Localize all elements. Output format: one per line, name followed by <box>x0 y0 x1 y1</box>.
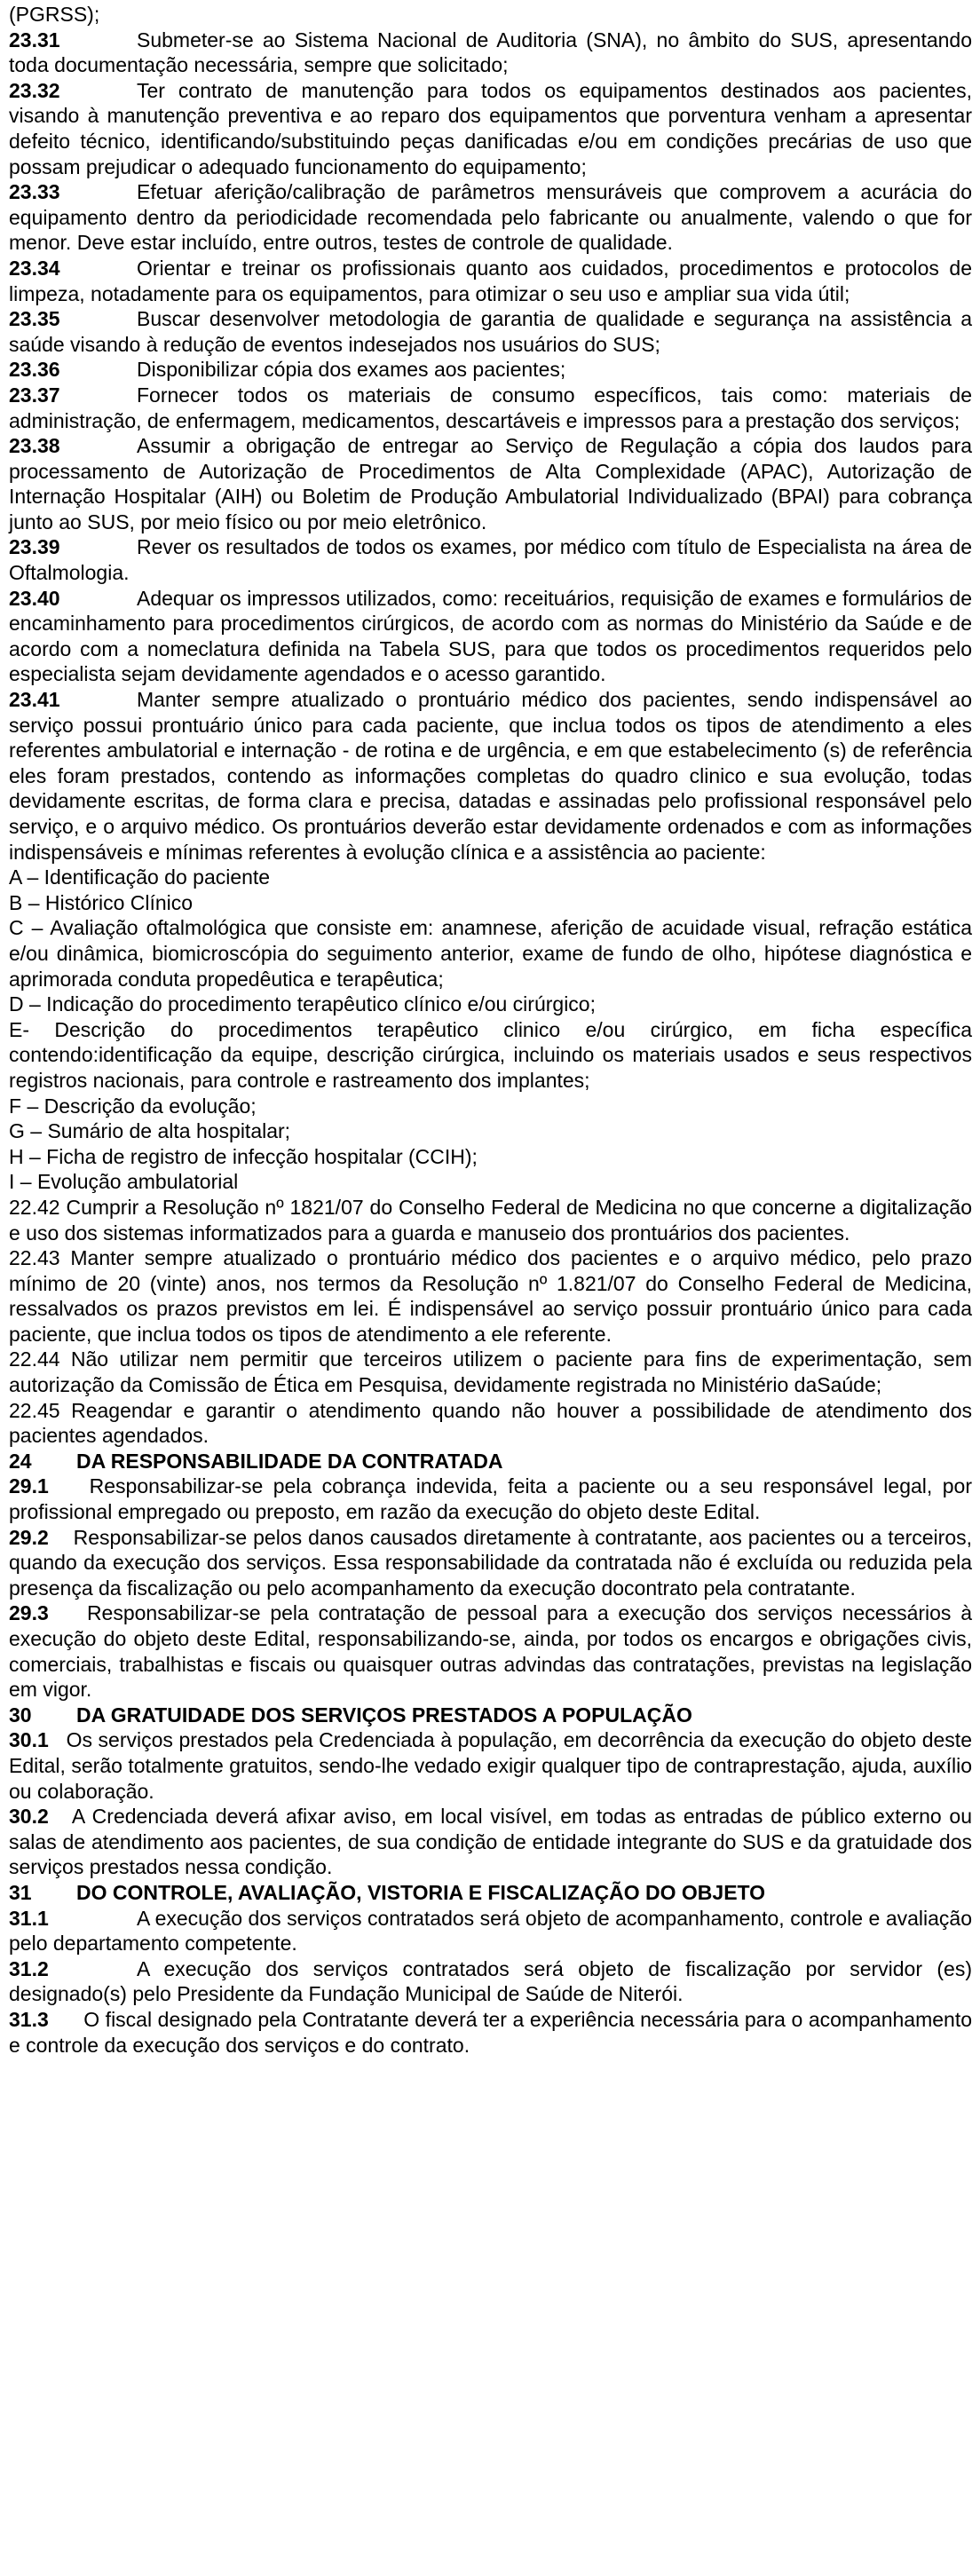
clause-29-2 <box>9 1525 972 1601</box>
clause-number: 23.40 <box>9 586 60 610</box>
list-item-e: E- Descrição do procedimentos terapêutico clinico e/ou cirúrgico, em ficha específica contendo:identificação da equipe, descrição cirúrgica, incluindo os materiais usados e seus respectivos registros nacionais, para controle e rastreamento dos implantes; <box>9 1017 972 1092</box>
list-item-a: A – Identificação do paciente <box>9 865 271 889</box>
clause-31-2 <box>9 1956 972 2007</box>
clause-text: Disponibilizar cópia dos exames aos pacientes; <box>137 358 566 382</box>
clause-text: O fiscal designado pela Contratante deverá ter a experiência necessária para o acompanhamento e controle da execução dos serviços e do contrato. <box>9 2007 972 2057</box>
section-heading-31 <box>9 1880 972 1906</box>
clause-number: 31.3 <box>9 2007 49 2031</box>
section-heading-24 <box>9 1449 972 1474</box>
section-title: DA GRATUIDADE DOS SERVIÇOS PRESTADOS A POPULAÇÃO <box>76 1703 692 1727</box>
clause-22-45: 22.45 Reagendar e garantir o atendimento quando não houver a possibilidade de atendimento dos pacientes agendados. <box>9 1398 972 1448</box>
clause-30-2 <box>9 1804 972 1880</box>
list-item-g: G – Sumário de alta hospitalar; <box>9 1119 291 1143</box>
clause-22-44: 22.44 Não utilizar nem permitir que terceiros utilizem o paciente para fins de experimentação, sem autorização da Comissão de Ética em Pesquisa, devidamente registrada no Ministério daSaúde; <box>9 1347 972 1397</box>
clause-31-3 <box>9 2007 972 2058</box>
clause-23-41 <box>9 687 972 865</box>
clause-22-43: 22.43 Manter sempre atualizado o prontuário médico dos pacientes e o arquivo médico, pelo prazo mínimo de 20 (vinte) anos, nos termos da Resolução nº 1.821/07 do Conselho Federal de Medicina, ressalvados os prazos previstos em lei. É indispensável ao serviço possuir prontuário único para cada paciente, que inclua todos os tipos de atendimento a ele referente. <box>9 1246 972 1346</box>
clause-23-34 <box>9 256 972 306</box>
clause-text: Fornecer todos os materiais de consumo específicos, tais como: materiais de administração, de enfermagem, medicamentos, descartáveis e impressos para a prestação dos serviços; <box>9 383 972 432</box>
clause-number: 31.2 <box>9 1956 49 1980</box>
list-item-f: F – Descrição da evolução; <box>9 1094 257 1118</box>
section-number: 31 <box>9 1880 32 1904</box>
clause-number: 23.34 <box>9 256 60 280</box>
clause-text: Buscar desenvolver metodologia de garantia de qualidade e segurança na assistência a saúde visando à redução de eventos indesejados nos usuários do SUS; <box>9 307 972 356</box>
list-item-d: D – Indicação do procedimento terapêutico clínico e/ou cirúrgico; <box>9 992 596 1016</box>
clause-text: Submeter-se ao Sistema Nacional de Auditoria (SNA), no âmbito do SUS, apresentando toda documentação necessária, sempre que solicitado; <box>9 28 972 77</box>
clause-number: 23.36 <box>9 358 60 382</box>
clause-number: 23.35 <box>9 307 60 331</box>
clause-number: 23.32 <box>9 78 60 102</box>
clause-number: 30.1 <box>9 1728 49 1752</box>
section-title: DO CONTROLE, AVALIAÇÃO, VISTORIA E FISCALIZAÇÃO DO OBJETO <box>76 1880 766 1904</box>
clause-text: A Credenciada deverá afixar aviso, em local visível, em todas as entradas de público externo ou salas de atendimento aos pacientes, de sua condição de entidade integrante do SUS e da gratuidade dos serviços prestados nessa condição. <box>9 1805 973 1879</box>
clause-23-37 <box>9 383 972 433</box>
clause-23-38 <box>9 433 972 534</box>
clause-text: Responsabilizar-se pela contratação de pessoal para a execução dos serviços necessários à execução do objeto deste Edital, responsabilizando-se, ainda, por todos os encargos e obrigações civis, comerciais, trabalhistas e fiscais ou quaisquer outras advindas das contratações, previstas na legislação em vigor. <box>9 1601 972 1702</box>
clause-text: A execução dos serviços contratados será objeto de acompanhamento, controle e avaliação pelo departamento competente. <box>9 1906 972 1956</box>
clause-29-1 <box>9 1474 972 1524</box>
clause-text: Responsabilizar-se pela cobrança indevida, feita a paciente ou a seu responsável legal, por profissional empregado ou preposto, em razão da execução do objeto deste Edital. <box>9 1474 972 1524</box>
clause-text: Orientar e treinar os profissionais quanto aos cuidados, procedimentos e protocolos de limpeza, notadamente para os equipamentos, para otimizar o seu uso e ampliar sua vida útil; <box>9 256 972 305</box>
intro-text: (PGRSS); <box>9 3 100 26</box>
clause-text: Ter contrato de manutenção para todos os equipamentos destinados aos pacientes, visando à manutenção preventiva e ao reparo dos equipamentos que porventura venham a apresentar defeito técnico, identificando/substituindo peças danificadas e/ou em condições precárias de uso que possam prejudicar o adequado funcionamento do equipamento; <box>9 78 972 178</box>
clause-number: 30.2 <box>9 1805 49 1829</box>
clause-23-36 <box>9 357 972 383</box>
clause-29-3 <box>9 1600 972 1702</box>
clause-number: 31.1 <box>9 1906 49 1930</box>
clause-number: 23.31 <box>9 28 60 51</box>
clause-number: 23.39 <box>9 535 60 559</box>
clause-30-1 <box>9 1727 972 1804</box>
clause-23-35 <box>9 306 972 357</box>
clause-text: Adequar os impressos utilizados, como: receituários, requisição de exames e formulários de encaminhamento para procedimentos cirúrgicos, de acordo com as normas do Ministério da Saúde e de acordo com a nomeclatura definida na Tabela SUS, para que todos os procedimentos requeridos pelo especialista sejam devidamente agendados e o acesso garantido. <box>9 586 972 686</box>
clause-number: 29.2 <box>9 1525 49 1549</box>
section-title: DA RESPONSABILIDADE DA CONTRATADA <box>76 1449 503 1473</box>
clause-number: 23.41 <box>9 688 60 712</box>
clause-number: 23.37 <box>9 383 60 407</box>
list-item-b: B – Histórico Clínico <box>9 890 194 914</box>
clause-23-33 <box>9 179 972 256</box>
list-item-c: C – Avaliação oftalmológica que consiste em: anamnese, aferição de acuidade visual, refração estática e/ou dinâmica, biomicroscópia do seguimento anterior, exame de fundo de olho, hipótese diagnóstica e aprimorada conduta propedêutica e terapêutica; <box>9 916 972 991</box>
clause-number: 29.1 <box>9 1474 49 1498</box>
clause-23-39 <box>9 534 972 585</box>
section-number: 30 <box>9 1703 32 1727</box>
clause-text: Rever os resultados de todos os exames, por médico com título de Especialista na área de Oftalmologia. <box>9 535 972 585</box>
clause-text: Responsabilizar-se pelos danos causados diretamente à contratante, aos pacientes ou a terceiros, quando da execução dos serviços. Essa responsabilidade da contratada não é excluída ou reduzida pela presença da fiscalização ou pelo acompanhamento da execução docontrato pela contratante. <box>9 1525 972 1600</box>
section-heading-30 <box>9 1703 972 1728</box>
clause-text: Manter sempre atualizado o prontuário médico dos pacientes, sendo indispensável ao serviço possui prontuário único para cada paciente, que inclua todos os tipos de atendimento a eles referentes ambulatorial e internação - de rotina e de urgência, e em que estabelecimento (s) de referência eles foram prestados, contendo as informações completas do quadro clinico e sua evolução, todas devidamente escritas, de forma clara e precisa, datadas e assinadas pelo profissional responsável pelo serviço, e o arquivo médico. Os prontuários deverão estar devidamente ordenados e com as informações indispensáveis e mínimas referentes à evolução clínica e a assistência ao paciente: <box>9 688 972 864</box>
clause-23-32 <box>9 78 972 179</box>
clause-23-31 <box>9 28 972 78</box>
section-number: 24 <box>9 1449 32 1473</box>
list-item-h: H – Ficha de registro de infecção hospitalar (CCIH); <box>9 1144 478 1168</box>
clause-23-40 <box>9 586 972 687</box>
clause-text: Os serviços prestados pela Credenciada à população, em decorrência da execução do objeto deste Edital, serão totalmente gratuitos, sendo-lhe vedado exigir qualquer tipo de contraprestação, ajuda, auxílio ou colaboração. <box>9 1728 972 1803</box>
clause-number: 23.38 <box>9 434 60 458</box>
clause-text: Efetuar aferição/calibração de parâmetros mensuráveis que comprovem a acurácia do equipamento dentro da periodicidade recomendada pelo fabricante ou anualmente, valendo o que for menor. Deve estar incluído, entre outros, testes de controle de qualidade. <box>9 180 972 255</box>
clause-number: 23.33 <box>9 180 60 204</box>
clause-number: 29.3 <box>9 1601 49 1625</box>
clause-22-42: 22.42 Cumprir a Resolução nº 1821/07 do Conselho Federal de Medicina no que concerne a digitalização e uso dos sistemas informatizados para a guarda e manuseio dos prontuários dos pacientes. <box>9 1195 972 1245</box>
list-item-i: I – Evolução ambulatorial <box>9 1170 239 1194</box>
clause-31-1 <box>9 1906 972 1956</box>
clause-text: A execução dos serviços contratados será objeto de fiscalização por servidor (es) designado(s) pelo Presidente da Fundação Municipal de Saúde de Niterói. <box>9 1956 972 2006</box>
clause-text: Assumir a obrigação de entregar ao Serviço de Regulação a cópia dos laudos para processamento de Autorização de Procedimentos de Alta Complexidade (APAC), Autorização de Internação Hospitalar (AIH) ou Boletim de Produção Ambulatorial Individualizado (BPAI) para cobrança junto ao SUS, por meio físico ou por meio eletrônico. <box>9 434 972 533</box>
